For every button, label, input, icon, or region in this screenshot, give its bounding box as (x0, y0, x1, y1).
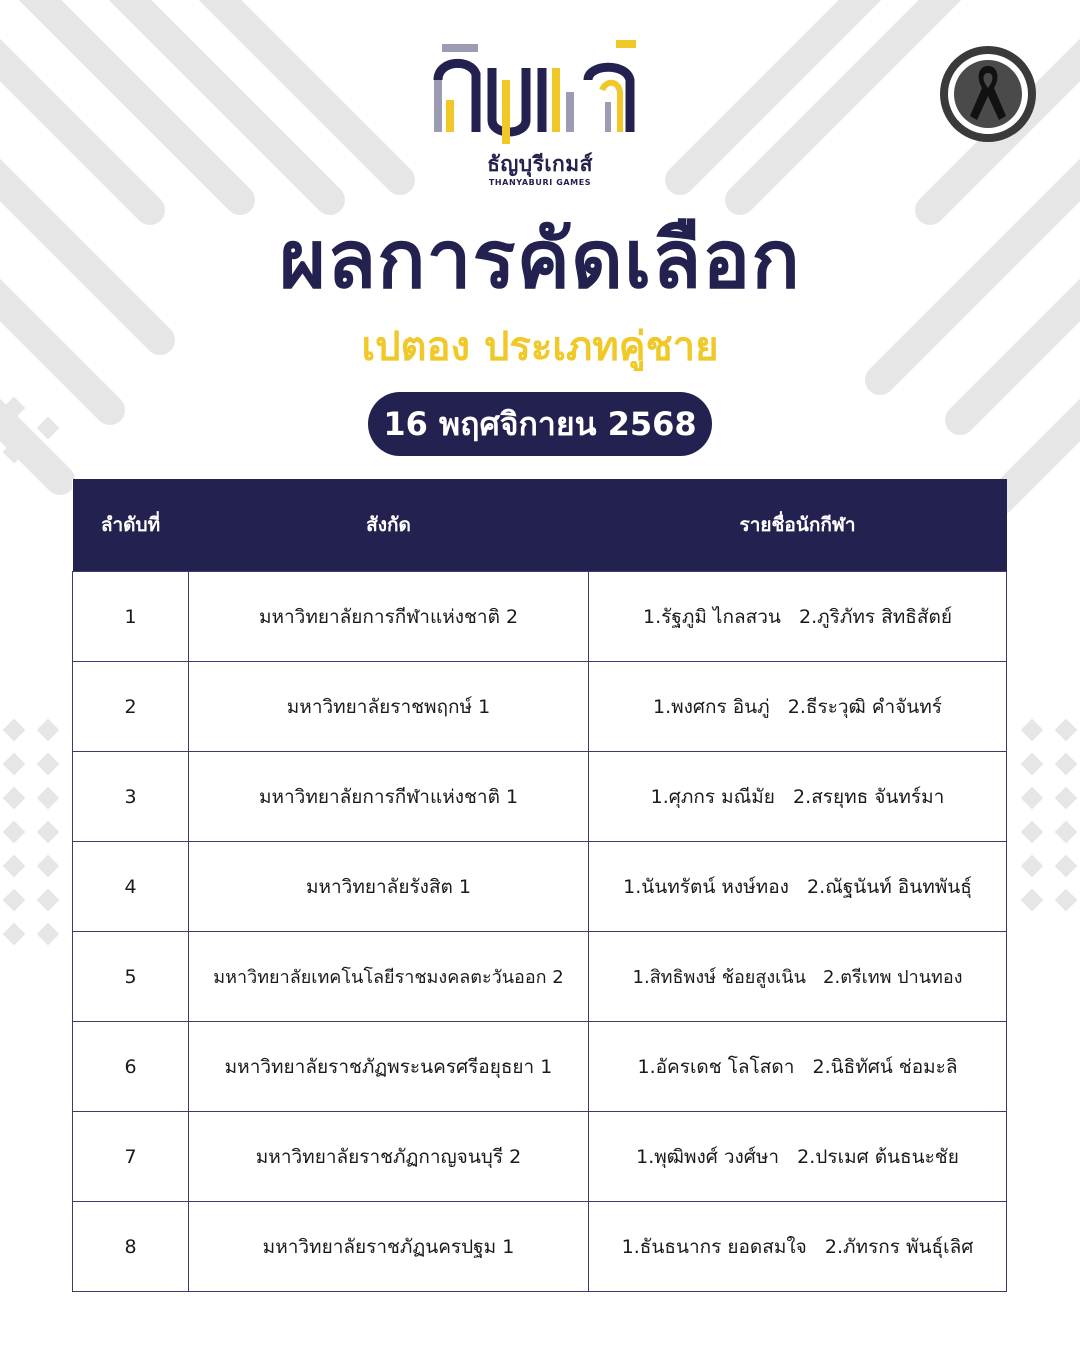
header-players: รายชื่อนักกีฬา (589, 479, 1007, 572)
players-cell: 1.ธันธนากร ยอดสมใจ 2.ภัทรกร พันธุ์เลิศ (589, 1202, 1007, 1292)
thanyaburi-games-logo (430, 40, 650, 190)
players-cell: 1.อัครเดช โลโสดา 2.นิธิทัศน์ ช่อมะลิ (589, 1022, 1007, 1112)
table-row (73, 932, 1007, 1022)
black-ribbon-icon (930, 44, 1046, 144)
page-title: ผลการคัดเลือก (279, 213, 801, 306)
table-row (73, 842, 1007, 932)
rank-cell: 8 (73, 1202, 189, 1292)
players-cell: 1.ศุภกร มณีมัย 2.สรยุทธ จันทร์มา (589, 752, 1007, 842)
rank-cell: 1 (73, 572, 189, 662)
players-cell: 1.รัฐภูมิ ไกลสวน 2.ภูริภัทร สิทธิสัตย์ (589, 572, 1007, 662)
players-cell: 1.พุฒิพงศ์ วงศ์ษา 2.ปรเมศ ต้นธนะชัย (589, 1112, 1007, 1202)
affiliation-cell: มหาวิทยาลัยเทคโนโลยีราชมงคลตะวันออก 2 (189, 932, 589, 1022)
affiliation-cell: มหาวิทยาลัยราชภัฏพระนครศรีอยุธยา 1 (189, 1022, 589, 1112)
table-row (73, 752, 1007, 842)
logo-english-name: THANYABURI GAMES (488, 178, 592, 187)
players-cell: 1.สิทธิพงษ์ ช้อยสูงเนิน 2.ตรีเทพ ปานทอง (589, 932, 1007, 1022)
affiliation-cell: มหาวิทยาลัยราชพฤกษ์ 1 (189, 662, 589, 752)
event-subtitle: เปตอง ประเภทคู่ชาย (361, 324, 719, 370)
affiliation-cell: มหาวิทยาลัยรังสิต 1 (189, 842, 589, 932)
header-rank: ลำดับที่ (73, 479, 189, 572)
logo-thai-name: ธัญบุรีเกมส์ (487, 152, 593, 176)
table-row (73, 1202, 1007, 1292)
rank-cell: 3 (73, 752, 189, 842)
rank-cell: 6 (73, 1022, 189, 1112)
header-affiliation: สังกัด (189, 479, 589, 572)
rank-cell: 2 (73, 662, 189, 752)
table-row (73, 1112, 1007, 1202)
affiliation-cell: มหาวิทยาลัยราชภัฏนครปฐม 1 (189, 1202, 589, 1292)
results-table (72, 479, 1007, 1292)
logo-mark-icon (430, 40, 650, 144)
rank-cell: 7 (73, 1112, 189, 1202)
rank-cell: 4 (73, 842, 189, 932)
table-row (73, 1022, 1007, 1112)
rank-cell: 5 (73, 932, 189, 1022)
table-row (73, 662, 1007, 752)
affiliation-cell: มหาวิทยาลัยการกีฬาแห่งชาติ 2 (189, 572, 589, 662)
players-cell: 1.นันทรัตน์ หงษ์ทอง 2.ณัฐนันท์ อินทพันธุ์ (589, 842, 1007, 932)
date-badge: 16 พฤศจิกายน 2568 (368, 392, 712, 456)
players-cell: 1.พงศกร อินภู่ 2.ธีระวุฒิ คำจันทร์ (589, 662, 1007, 752)
table-header-row (73, 479, 1007, 572)
affiliation-cell: มหาวิทยาลัยราชภัฏกาญจนบุรี 2 (189, 1112, 589, 1202)
table-row (73, 572, 1007, 662)
affiliation-cell: มหาวิทยาลัยการกีฬาแห่งชาติ 1 (189, 752, 589, 842)
